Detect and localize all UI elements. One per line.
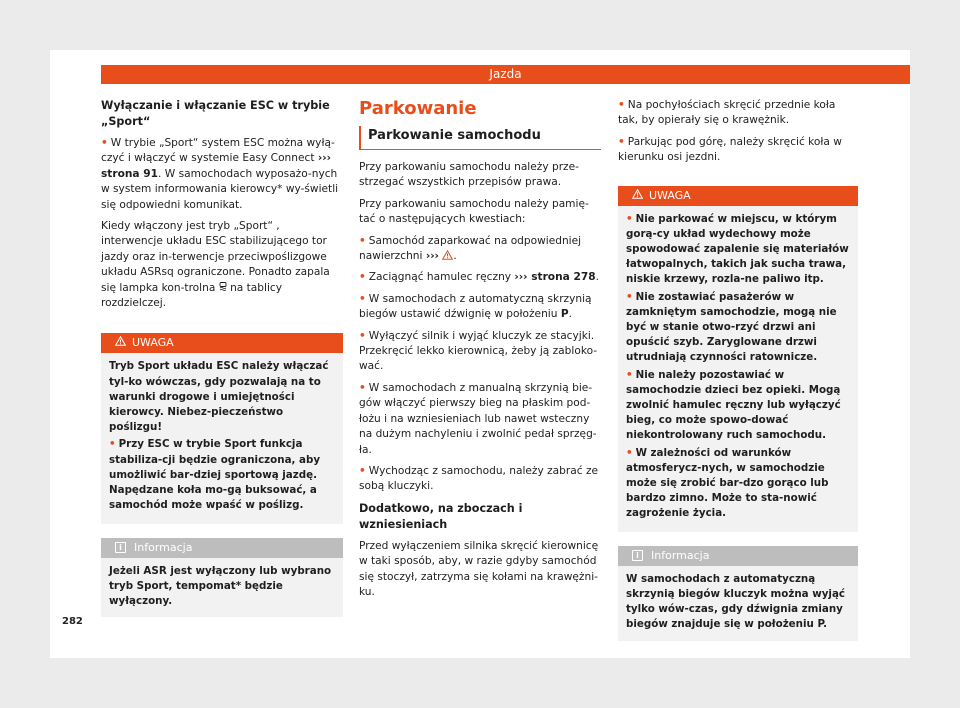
warning-bullet: • W zależności od warunków atmosferycz-nych, w samochodzie może się zrobić bar-dzo gorąco lub bardzo zimno. Może to sta-nowić zagrożenie życia. xyxy=(626,446,829,520)
warning-box-header: UWAGA xyxy=(618,186,858,206)
esc-warning-lamp-icon xyxy=(219,282,227,292)
bullet-icon: • xyxy=(359,292,366,305)
bullet-icon: • xyxy=(359,381,366,394)
info-box-header: i Informacja xyxy=(101,538,343,558)
list-item: • Samochód zaparkować na odpowiedniej nawierzchni ››› . xyxy=(359,234,582,263)
info-text: W samochodach z automatyczną skrzynią biegów kluczyk można wyjąć tylko wów-czas, gdy dźwignia zmiany biegów znajduje się w położeniu P. xyxy=(626,572,845,631)
list-item: • Zaciągnąć hamulec ręczny ››› strona 278. xyxy=(359,271,599,284)
bullet-icon: • xyxy=(626,368,633,381)
warning-triangle-icon xyxy=(115,336,126,346)
warning-bullet: • Nie parkować w miejscu, w którym gorą-cy układ wydechowy może spowodować zapalenie się materiałów łatwopalnych, takich jak sucha trawa, niskie krzewy, rozla-ne paliwo itp. xyxy=(626,212,849,286)
bullet-icon: • xyxy=(359,464,366,477)
manual-page xyxy=(50,50,910,658)
paragraph: Kiedy włączony jest tryb „Sport“ , interwencje układu ESC stabilizującego tor jazdy oraz in-terwencje przeciwpoślizgowe układu ASRsq ograniczone. Ponadto zapala się lampka kon-trolna na tablicy rozdzielczej. xyxy=(101,220,330,310)
section-title: Parkowanie samochodu xyxy=(359,126,601,150)
list-item: • Wychodząc z samochodu, należy zabrać ze sobą kluczyki. xyxy=(359,464,599,493)
info-text: Jeżeli ASR jest wyłączony lub wybrano tryb Sport, tempomat* będzie wyłączony. xyxy=(109,564,332,607)
info-box-header: i Informacja xyxy=(618,546,858,566)
page-number: 282 xyxy=(62,616,83,627)
column-1 xyxy=(101,98,343,617)
section-heading-esc: Wyłączanie i włączanie ESC w trybie „Sport“ xyxy=(101,99,330,128)
page-reference-link[interactable]: ››› strona 91 xyxy=(101,152,331,180)
warning-bullet: • Przy ESC w trybie Sport funkcja stabiliza-cji będzie ograniczona, aby umożliwić bar-dziej sportową jazdę. Napędzane koła mo-gą buksować, a samochód może wpaść w poślizg. xyxy=(109,438,321,512)
info-box xyxy=(101,538,343,618)
column-3 xyxy=(618,98,858,641)
bullet-icon: • xyxy=(626,446,633,459)
reference-link[interactable]: ››› xyxy=(425,250,439,263)
warning-box-header: UWAGA xyxy=(101,333,343,353)
warning-triangle-icon xyxy=(632,189,643,199)
bullet-icon: • xyxy=(359,329,366,342)
chapter-title: Parkowanie xyxy=(359,98,477,119)
subsection-heading: Dodatkowo, na zboczach i wzniesieniach xyxy=(359,501,523,531)
bullet-icon: • xyxy=(626,212,633,225)
list-item: • Wyłączyć silnik i wyjąć kluczyk ze stacyjki. Przekręcić lekko kierownicą, żeby ją zabloko-wać. xyxy=(359,329,598,373)
bullet-icon: • xyxy=(359,271,366,284)
list-item: • W samochodach z manualną skrzynią bie-gów włączyć pierwszy bieg na płaskim pod-łożu i na wzniesieniach lub nawet wsteczny na dużym nachyleniu i zwolnić pedał sprzęg-ła. xyxy=(359,381,597,456)
warning-bullet: • Nie należy pozostawiać w samochodzie dzieci bez opieki. Mogą zwolnić hamulec ręczny lub wyłączyć bieg, co może spowo-dować niekontrolowany ruch samochodu. xyxy=(626,368,841,442)
bullet-icon: • xyxy=(618,135,625,148)
list-item: • W samochodach z automatyczną skrzynią biegów ustawić dźwignię w położeniu P. xyxy=(359,292,592,321)
warning-bullet: • Nie zostawiać pasażerów w zamkniętym samochodzie, mogą nie być w stanie otwo-rzyć drzwi ani opuścić szyb. Zaryglowane drzwi utrudniają czynności ratownicze. xyxy=(626,290,837,364)
bullet-icon: • xyxy=(359,234,366,247)
paragraph: Przy parkowaniu samochodu należy pamię-tać o następujących kwestiach: xyxy=(359,197,589,226)
warning-text: Tryb Sport układu ESC należy włączać tyl-ko wówczas, gdy pozwalają na to warunki drogowe i umiejętności kierowcy. Niebez-pieczeństwo poślizgu! xyxy=(109,360,329,434)
paragraph: Przed wyłączeniem silnika skręcić kierownicę w taki sposób, aby, w razie gdyby samochód się stoczył, zatrzyma się kołami na krawężni-ku. xyxy=(359,539,599,598)
chapter-header: Jazda xyxy=(101,65,910,84)
info-box xyxy=(618,546,858,641)
warning-box xyxy=(618,186,858,532)
info-icon: i xyxy=(115,542,126,553)
bullet-icon: • xyxy=(626,290,633,303)
paragraph: • W trybie „Sport“ system ESC można wyłą-czyć i włączyć w systemie Easy Connect ››› strona 91. W samochodach wyposażo-nych w system informowania kierowcy* wy-świetli się odpowiedni komunikat. xyxy=(101,137,339,211)
warning-triangle-icon xyxy=(442,250,453,260)
list-item: • Na pochyłościach skręcić przednie koła tak, by opierały się o krawężnik. xyxy=(618,99,836,127)
page-reference-link[interactable]: ››› strona 278 xyxy=(514,271,596,284)
list-item: • Parkując pod górę, należy skręcić koła w kierunku osi jezdni. xyxy=(618,135,842,164)
warning-box xyxy=(101,333,343,523)
info-icon: i xyxy=(632,550,643,561)
bullet-icon: • xyxy=(109,438,116,451)
bullet-icon: • xyxy=(618,99,625,111)
bullet-icon: • xyxy=(101,137,108,149)
paragraph: Przy parkowaniu samochodu należy prze-strzegać wszystkich przepisów prawa. xyxy=(359,161,579,189)
column-2 xyxy=(359,98,601,606)
